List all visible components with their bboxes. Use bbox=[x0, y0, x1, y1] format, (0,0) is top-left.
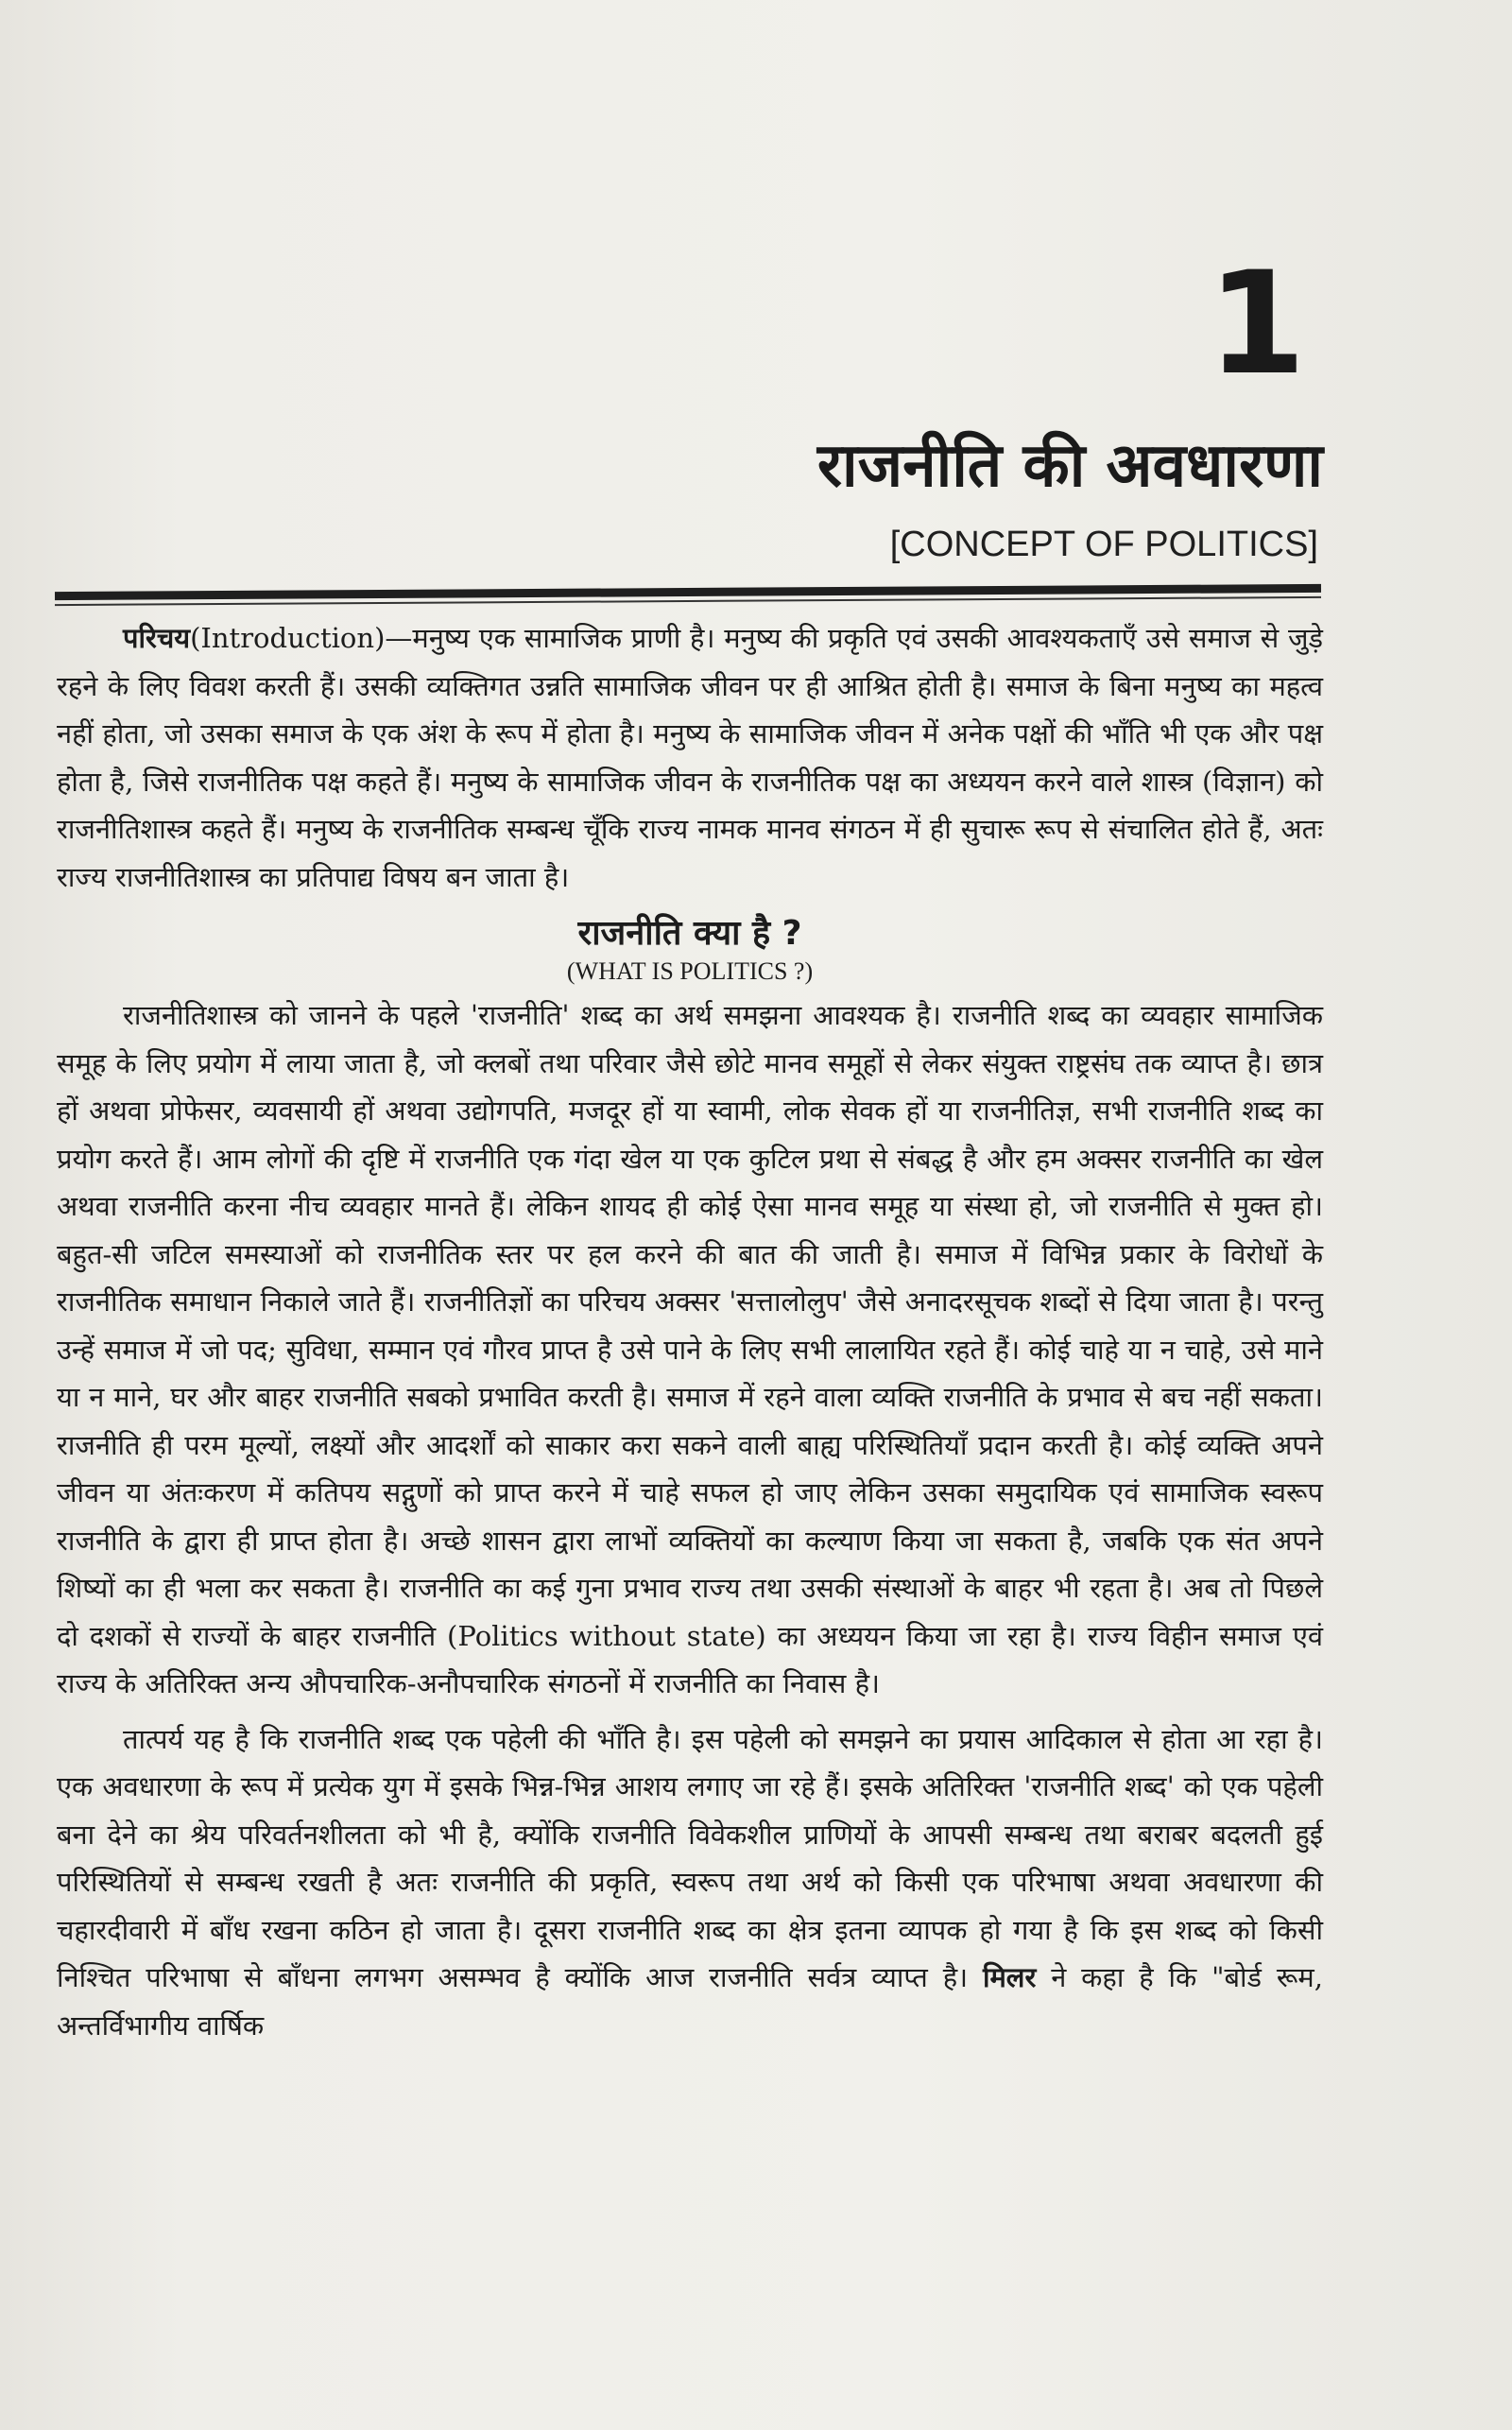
intro-term: परिचय bbox=[123, 622, 191, 654]
section-heading: राजनीति क्या है ? bbox=[577, 914, 802, 953]
paragraph-text-continued: ने कहा है कि "बोर्ड रूम, अन्तर्विभागीय वार्षिक bbox=[57, 1961, 1323, 2042]
body-paragraph: राजनीतिशास्त्र को जानने के पहले 'राजनीति' शब्द का अर्थ समझना आवश्यक है। राजनीति शब्द का व्यवहार सामाजिक समूह के लिए प्रयोग में लाया जाता है, जो क्लबों तथा परिवार जैसे छोटे मानव समूहों से लेकर संयुक्त राष्ट्रसंघ तक व्याप्त है। छात्र हों अथवा प्रोफेसर, व्यवसायी हों अथवा उद्योगपति, मजदूर हों या स्वामी, लोक सेवक हों या राजनीतिज्ञ, सभी राजनीति शब्द का प्रयोग करते हैं। आम लोगों की दृष्टि में राजनीति एक गंदा खेल या एक कुटिल प्रथा से संबद्ध है और हम अक्सर राजनीति का खेल अथवा राजनीति करना नीच व्यवहार मानते हैं। लेकिन शायद ही कोई ऐसा मानव समूह या संस्था हो, जो राजनीति से मुक्त हो। बहुत-सी जटिल समस्याओं को राजनीतिक स्तर पर हल करने की बात की जाती है। समाज में विभिन्न प्रकार के विरोधों के राजनीतिक समाधान निकाले जाते हैं। राजनीतिज्ञों का परिचय अक्सर 'सत्तालोलुप' जैसे अनादरसूचक शब्दों से दिया जाता है। परन्तु उन्हें समाज में जो पद; सुविधा, सम्मान एवं गौरव प्राप्त है उसे पाने के लिए सभी लालायित रहते हैं। कोई चाहे या न चाहे, उसे माने या न माने, घर और बाहर राजनीति सबको प्रभावित करती है। समाज में रहने वाला व्यक्ति राजनीति के प्रभाव से बच नहीं सकता। राजनीति ही परम मूल्यों, लक्ष्यों और आदर्शों को साकार करा सकने वाली बाह्य परिस्थितियाँ प्रदान करती है। कोई व्यक्ति अपने जीवन या अंतःकरण में कतिपय सद्गुणों को प्राप्त करने में चाहे सफल हो जाए लेकिन उसका समुदायिक एवं सामाजिक स्वरूप राजनीति के द्वारा ही प्राप्त होता है। अच्छे शासन द्वारा लाभों व्यक्तियों का कल्याण किया जा सकता है, जबकि एक संत अपने शिष्यों का ही भला कर सकता है। राजनीति का कई गुना प्रभाव राज्य तथा उसकी संस्थाओं के बाहर भी रहता है। अब तो पिछले दो दशकों से राज्यों के बाहर राजनीति (Politics without state) का अध्ययन किया जा रहा है। राज्य विहीन समाज एवं राज्य के अतिरिक्त अन्य औपचारिक-अनौपचारिक संगठनों में राजनीति का निवास है। bbox=[57, 999, 1323, 1699]
intro-paragraph bbox=[57, 614, 1323, 901]
paragraph-gap bbox=[57, 1708, 1323, 1715]
chapter-body bbox=[57, 614, 1323, 2049]
chapter-title: राजनीति की अवधारणा bbox=[816, 431, 1323, 501]
chapter-number: 1 bbox=[1207, 242, 1306, 406]
intro-text: (Introduction)—मनुष्य एक सामाजिक प्राणी है। मनुष्य की प्रकृति एवं उसकी आवश्यकताएँ उसे समाज से जुड़े रहने के लिए विवश करती हैं। उसकी व्यक्तिगत उन्नति सामाजिक जीवन पर ही आश्रित होती है। समाज के बिना मनुष्य का महत्व नहीं होता, जो उसका समाज के एक अंश के रूप में होता है। मनुष्य के सामाजिक जीवन में अनेक पक्षों की भाँति भी एक और पक्ष होता है, जिसे राजनीतिक पक्ष कहते हैं। मनुष्य के सामाजिक जीवन के राजनीतिक पक्ष का अध्ययन करने वाले शास्त्र (विज्ञान) को राजनीतिशास्त्र कहते हैं। मनुष्य के राजनीतिक सम्बन्ध चूँकि राज्य नामक मानव संगठन में ही सुचारू रूप से संचालित होते हैं, अतः राज्य राजनीतिशास्त्र का प्रतिपाद्य विषय बन जाता है। bbox=[57, 622, 1323, 893]
paragraph-text: तात्पर्य यह है कि राजनीति शब्द एक पहेली की भाँति है। इस पहेली को समझने का प्रयास आदिकाल से होता आ रहा है। एक अवधारणा के रूप में प्रत्येक युग में इसके भिन्न-भिन्न आशय लगाए जा रहे हैं। इसके अतिरिक्त 'राजनीति शब्द' को एक पहेली बना देने का श्रेय परिवर्तनशीलता को भी है, क्योंकि राजनीति विवेकशील प्राणियों के आपसी सम्बन्ध तथा बराबर बदलती हुई परिस्थितियों से सम्बन्ध रखती है अतः राजनीति की प्रकृति, स्वरूप तथा अर्थ को किसी एक परिभाषा अथवा अवधारणा की चहारदीवारी में बाँध रखना कठिन हो जाता है। दूसरा राजनीति शब्द का क्षेत्र इतना व्यापक हो गया है कि इस शब्द को किसी निश्चित परिभाषा से बाँधना लगभग असम्भव है क्योंकि आज राजनीति सर्वत्र व्याप्त है। bbox=[57, 1722, 1323, 1993]
section-subheading: (WHAT IS POLITICS ?) bbox=[566, 957, 814, 985]
body-paragraph bbox=[57, 1715, 1323, 2050]
chapter-subtitle: [CONCEPT OF POLITICS] bbox=[889, 525, 1318, 564]
author-name: मिलर bbox=[982, 1961, 1037, 1993]
